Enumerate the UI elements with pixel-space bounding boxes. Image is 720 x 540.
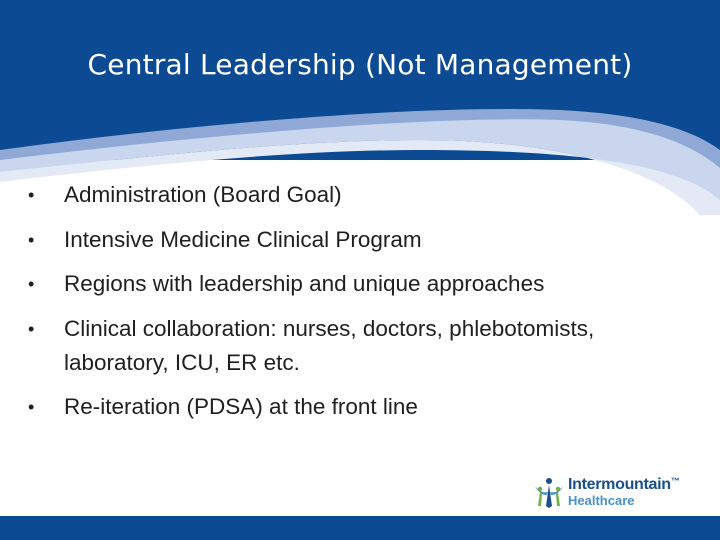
bullet-item [28,178,688,212]
bullet-item [28,312,688,380]
footer-bar [0,516,720,540]
bullet-item [28,390,688,424]
bullet-item [28,223,688,257]
bullet-text: Regions with leadership and unique approaches [64,271,545,296]
bullet-item [28,267,688,301]
bullet-dot: • [28,274,35,294]
bullet-dot: • [28,229,35,250]
bullet-dot: • [28,397,35,417]
logo-trademark: ™ [670,476,680,486]
bullet-text: Re-iteration (PDSA) at the front line [64,394,418,419]
bullet-text: Clinical collaboration: nurses, doctors, phlebotomists, laboratory, ICU, ER etc. [64,315,595,375]
people-figures-icon [532,476,566,512]
slide-title: Central Leadership (Not Management) [87,48,633,81]
bullet-text: Administration (Board Goal) [64,182,342,207]
bullet-dot: • [28,185,35,205]
bullet-list [28,178,688,435]
intermountain-logo [532,474,692,514]
logo-subname: Healthcare [568,493,635,508]
bullet-dot: • [28,318,35,339]
logo-name: Intermountain™ [568,476,680,493]
bullet-text: Intensive Medicine Clinical Program [64,226,422,252]
